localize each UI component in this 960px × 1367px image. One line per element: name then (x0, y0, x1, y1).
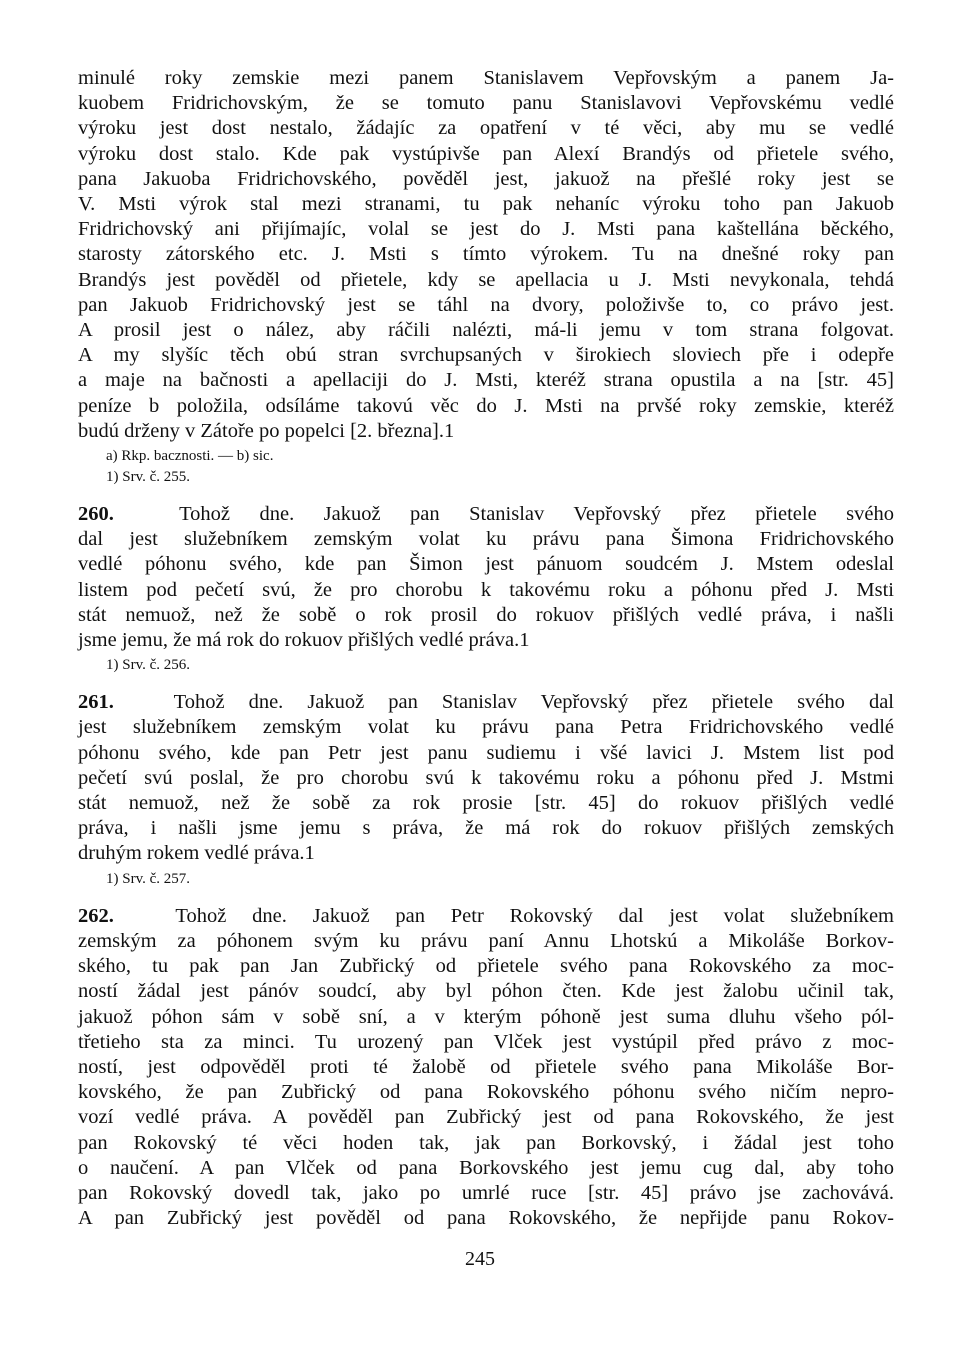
entry-footnotes (106, 869, 894, 890)
text-line: pan Rokovský té věci hoden tak, jak pan Borkovský, i žádal jest toho (78, 1131, 894, 1154)
text-line: kuobem Fridrichovským, že se tomuto panu Stanislavovi Vepřovskému vedlé (78, 92, 894, 115)
footnote: a) Rkp. bacznosti. — b) sic. (106, 448, 274, 465)
opening-footnotes (106, 446, 894, 488)
footnote: 1) Srv. č. 255. (106, 469, 191, 486)
text-line: Brandýs jest pověděl od přietele, kdy se apellacia u J. Msti nevykonala, tehdá (78, 268, 894, 291)
entry-number: 262. (78, 904, 114, 927)
entry-footnotes (106, 655, 894, 676)
text-line: stát nemuož, než že sobě o rok prosil do rokuov přišlých vedlé práva, i našli (78, 603, 894, 626)
text-line: ského, tu pak pan Jan Zubřický od přietele svého pana Rokovského za moc- (78, 955, 894, 978)
text-line: výroku dost stalo. Kde pak vystúpivše pan Alexí Brandýs od přietele svého, (78, 142, 894, 165)
text-line: kovského, že pan Zubřický od pana Rokovského póhonu svého ničím nepro- (78, 1081, 894, 1104)
entry-number: 260. (78, 503, 114, 526)
text-line: a maje na bačnosti a apellaciji do J. Msti, kteréž strana opustila a na [str. 45] (78, 369, 894, 392)
text-line: minulé roky zemskie mezi panem Stanislavem Vepřovským a panem Ja- (78, 67, 894, 89)
text-line: třetieho sta za minci. Tu urozený pan Vlček jest vystúpil před právo z moc- (78, 1030, 894, 1053)
text-line: jest služebníkem zemským volat ku právu pana Petra Fridrichovského vedlé (78, 716, 894, 739)
entry-number: 261. (78, 691, 114, 714)
opening-paragraph (78, 66, 894, 444)
text-line: pečetí svú poslal, že pro chorobu svú k takovému roku a póhonu před J. Mstmi (78, 766, 894, 789)
text-line: výroku jest dost nestalo, žádajíc za opatření v té věci, aby mu se vedlé (78, 117, 894, 140)
text-line: ností, jest odpověděl proti té žalobě od přietele svého pana Mikoláše Bor- (78, 1055, 894, 1078)
text-line: póhonu svého, kde pan Petr jest panu sudiemu i všé lavici J. Mstem list pod (78, 741, 894, 764)
text-line: jsme jemu, že má rok do rokuov přišlých vedlé práva.1 (78, 629, 530, 652)
document-page (78, 66, 894, 1231)
text-line: práva, i našli jsme jemu s práva, že má rok do rokuov přišlých zemských (78, 817, 894, 840)
text-line: peníze b položila, odsíláme takovú věc do J. Msti na prvšé roky zemskie, kteréž (78, 394, 894, 417)
text-line: pan Rokovský dovedl tak, jako po umrlé ruce [str. 45] právo jse zachovává. (78, 1181, 894, 1204)
text-line: ností žádal jest pánóv soudcí, aby byl póhon čten. Kde jest žalobu učinil tak, (78, 980, 894, 1003)
text-line: vedlé póhonu svého, kde pan Šimon jest pánuom soudcém J. Mstem odeslal (78, 553, 894, 576)
text-line: Fridrichovský ani přijímajíc, volal se jest do J. Msti pana kaštellána běckého, (78, 218, 894, 241)
footnote: 1) Srv. č. 257. (106, 870, 191, 887)
text-fragment: Tohož dne. Jakuož pan Stanislav Vepřovský přez přietele svého (179, 503, 894, 526)
text-line: o naučení. A pan Vlček od pana Borkovského jest jemu cug dal, aby toho (78, 1156, 894, 1179)
text-line: listem pod pečetí svú, že pro chorobu k takovému roku a póhonu před J. Msti (78, 578, 894, 601)
text-line: stát nemuož, než že sobě za rok prosie [str. 45] do rokuov přišlých vedlé (78, 792, 894, 815)
text-line: pana Jakuoba Fridrichovského, pověděl jest, jakuož na přešlé roky jest se (78, 167, 894, 190)
text-fragment: Tohož dne. Jakuož pan Petr Rokovský dal jest volat služebníkem (175, 904, 894, 927)
text-line: A prosil jest o nález, aby ráčili nalézti, má-li jemu v tom strana folgovat. (78, 319, 894, 342)
text-line (78, 690, 894, 715)
text-line: A my slyšíc těch obú stran svrchupsaných v širokiech sloviech pře i odepře (78, 344, 894, 367)
text-line: vozí vedlé práva. A pověděl pan Zubřický jest od pana Rokovského, že jest (78, 1106, 894, 1129)
page-number: 245 (465, 1248, 495, 1270)
text-line: druhým rokem vedlé práva.1 (78, 842, 315, 865)
entry-262 (78, 904, 894, 1232)
entry-260 (78, 502, 894, 676)
text-line: V. Msti výrok stal mezi stranami, tu pak nehaníc výroku toho pan Jakuob (78, 193, 894, 216)
text-line: starosty zátorského etc. J. Msti s tímto výrokem. Tu na dnešné roky pan (78, 243, 894, 266)
text-fragment: Tohož dne. Jakuož pan Stanislav Vepřovský přez přietele svého dal (173, 691, 894, 714)
text-line (78, 904, 894, 929)
text-line: budú drženy v Zátoře po popelci [2. března].1 (78, 419, 455, 442)
text-line (78, 502, 894, 527)
text-line: zemským za póhonem svým ku právu paní Annu Lhotskú a Mikoláše Borkov- (78, 929, 894, 952)
text-line: A pan Zubřický jest pověděl od pana Rokovského, že nepřijde panu Rokov- (78, 1207, 894, 1230)
text-line: dal jest služebníkem zemským volat ku právu pana Šimona Fridrichovského (78, 528, 894, 551)
text-line: pan Jakuob Fridrichovský jest se táhl na dvory, položivše to, co právo jest. (78, 293, 894, 316)
text-line: jakuož póhon sám v sobě sní, a v kterým póhoně jest suma dluhu všeho pól- (78, 1005, 894, 1028)
entry-261 (78, 690, 894, 889)
footnote: 1) Srv. č. 256. (106, 657, 191, 674)
